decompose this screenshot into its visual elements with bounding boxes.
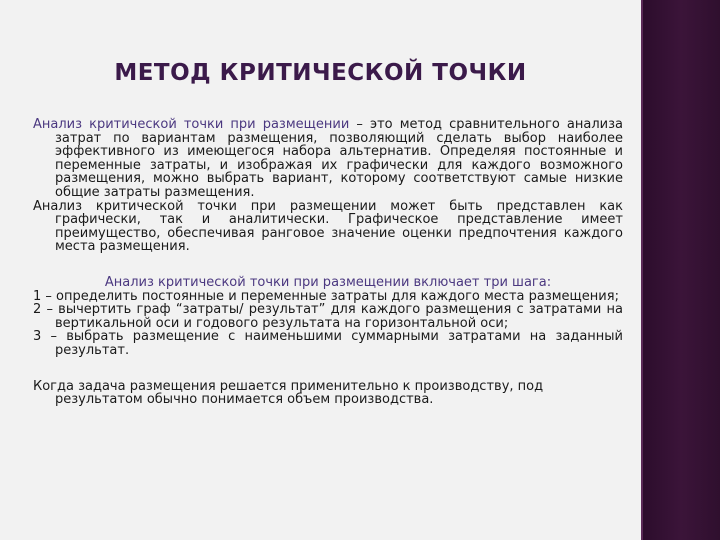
decorative-sidebar xyxy=(641,0,720,540)
step-item-3: 3 – выбрать размещение с наименьшими суммарными затратами на заданный результат. xyxy=(33,329,623,358)
slide-title: МЕТОД КРИТИЧЕСКОЙ ТОЧКИ xyxy=(114,60,527,86)
definition-text: – это метод сравнительного анализа затрат по вариантам размещения, позволяющий сделать выбор наиболее эффективного из имеющегося набора альтернатив. Определяя постоянные и переменные затраты, и изображая их графически для каждого возможного размещения, можно выбрать вариант, которому соответствуют самые низкие общие затраты размещения. xyxy=(55,117,624,200)
paragraph-definition xyxy=(33,118,623,200)
definition-lead: Анализ критической точки при размещении xyxy=(33,117,350,132)
steps-heading: Анализ критической точки при размещении включает три шага: xyxy=(104,274,552,290)
step-item-1: 1 – определить постоянные и переменные затраты для каждого места размещения; xyxy=(33,288,619,304)
slide-body xyxy=(33,118,623,407)
paragraph-closing: Когда задача размещения решается применительно к производству, под результатом обычно понимается объем производства. xyxy=(33,378,544,408)
step-item-2: 2 – вычертить граф “затраты/ результат” для каждого размещения с затратами на вертикальной оси и годового результата на горизонтальной оси; xyxy=(33,302,623,331)
paragraph-representation: Анализ критической точки при размещении может быть представлен как графически, так и аналитически. Графическое представление имеет преимущество, обеспечивая ранговое значение оценки предпочтения каждого места размещения. xyxy=(33,198,623,255)
